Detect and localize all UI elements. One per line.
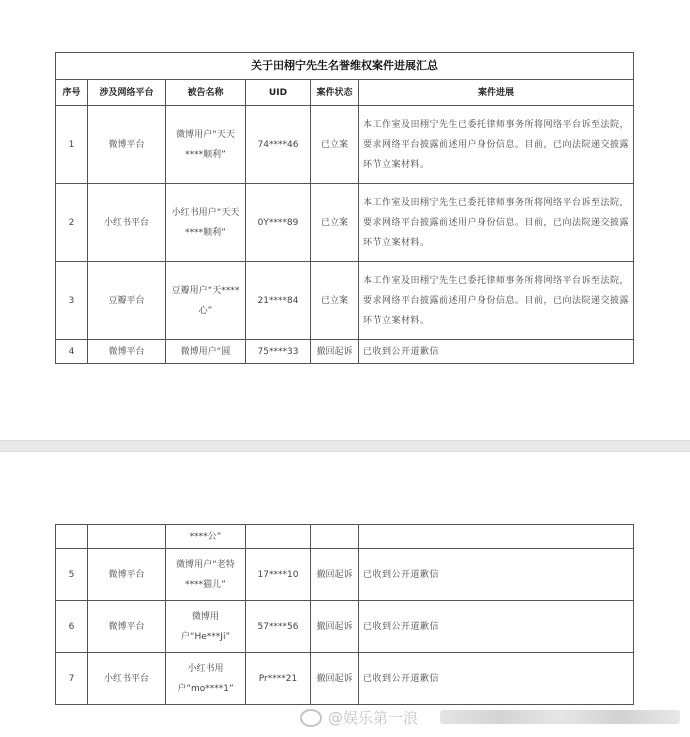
cell-platform: 微博平台 xyxy=(88,549,166,601)
cell-platform: 小红书平台 xyxy=(88,653,166,705)
cell-platform: 小红书平台 xyxy=(88,184,166,262)
header-no: 序号 xyxy=(56,80,88,106)
cell-no: 5 xyxy=(56,549,88,601)
cell-progress: 本工作室及田栩宁先生已委托律师事务所将网络平台诉至法院，要求网络平台披露前述用户身份信息。目前，已向法院递交披露环节立案材料。 xyxy=(359,106,634,184)
cell-defendant: 微博用户“天天****顺利” xyxy=(166,106,246,184)
cell-progress: 已收到公开道歉信 xyxy=(359,549,634,601)
blurred-region xyxy=(440,710,680,724)
header-defendant: 被告名称 xyxy=(166,80,246,106)
case-summary-table xyxy=(55,52,634,364)
table-row xyxy=(56,184,634,262)
weibo-icon xyxy=(300,709,322,727)
cell-platform: 豆瓣平台 xyxy=(88,262,166,340)
table-row xyxy=(56,262,634,340)
cell-defendant: 小红书用户“天天****顺利” xyxy=(166,184,246,262)
cell-no: 3 xyxy=(56,262,88,340)
cell-status: 已立案 xyxy=(311,106,359,184)
cell-status: 已立案 xyxy=(311,184,359,262)
cell-uid: 57****56 xyxy=(246,601,311,653)
cell-status: 已立案 xyxy=(311,262,359,340)
header-status: 案件状态 xyxy=(311,80,359,106)
table-title: 关于田栩宁先生名誉维权案件进展汇总 xyxy=(56,53,634,80)
page-separator xyxy=(0,440,690,452)
cell-no: 6 xyxy=(56,601,88,653)
table-row xyxy=(56,340,634,364)
cell-progress: 已收到公开道歉信 xyxy=(359,340,634,364)
watermark xyxy=(300,707,418,728)
case-summary-table-continued xyxy=(55,524,634,705)
cell-uid: 17****10 xyxy=(246,549,311,601)
cell-uid xyxy=(246,525,311,549)
cell-status xyxy=(311,525,359,549)
cell-platform: 微博平台 xyxy=(88,340,166,364)
header-uid: UID xyxy=(246,80,311,106)
cell-uid: 21****84 xyxy=(246,262,311,340)
header-progress: 案件进展 xyxy=(359,80,634,106)
cell-platform: 微博平台 xyxy=(88,106,166,184)
cell-no: 2 xyxy=(56,184,88,262)
cell-status: 撤回起诉 xyxy=(311,601,359,653)
cell-uid: 74****46 xyxy=(246,106,311,184)
cell-uid: Pr****21 xyxy=(246,653,311,705)
document-page-2 xyxy=(0,452,690,737)
cell-progress: 已收到公开道歉信 xyxy=(359,601,634,653)
table-row xyxy=(56,601,634,653)
cell-platform: 微博平台 xyxy=(88,601,166,653)
cell-defendant: 微博用户“He***Ji” xyxy=(166,601,246,653)
cell-progress: 本工作室及田栩宁先生已委托律师事务所将网络平台诉至法院，要求网络平台披露前述用户身份信息。目前，已向法院递交披露环节立案材料。 xyxy=(359,262,634,340)
cell-progress: 已收到公开道歉信 xyxy=(359,653,634,705)
table-row xyxy=(56,525,634,549)
table-row xyxy=(56,653,634,705)
cell-defendant: ****公” xyxy=(166,525,246,549)
header-platform: 涉及网络平台 xyxy=(88,80,166,106)
table-row xyxy=(56,106,634,184)
cell-defendant: 微博用户“老特****猫儿” xyxy=(166,549,246,601)
cell-status: 撤回起诉 xyxy=(311,653,359,705)
cell-status: 撤回起诉 xyxy=(311,340,359,364)
cell-platform xyxy=(88,525,166,549)
cell-no xyxy=(56,525,88,549)
watermark-text: @娱乐第一浪 xyxy=(328,709,419,727)
cell-defendant: 微博用户“圆 xyxy=(166,340,246,364)
cell-no: 7 xyxy=(56,653,88,705)
cell-progress: 本工作室及田栩宁先生已委托律师事务所将网络平台诉至法院，要求网络平台披露前述用户身份信息。目前，已向法院递交披露环节立案材料。 xyxy=(359,184,634,262)
table-row xyxy=(56,549,634,601)
cell-defendant: 豆瓣用户“天****心” xyxy=(166,262,246,340)
table-header-row xyxy=(56,80,634,106)
cell-uid: 75****33 xyxy=(246,340,311,364)
cell-no: 1 xyxy=(56,106,88,184)
cell-progress xyxy=(359,525,634,549)
cell-defendant: 小红书用户“mo****1” xyxy=(166,653,246,705)
cell-no: 4 xyxy=(56,340,88,364)
cell-status: 撤回起诉 xyxy=(311,549,359,601)
cell-uid: 0Y****89 xyxy=(246,184,311,262)
